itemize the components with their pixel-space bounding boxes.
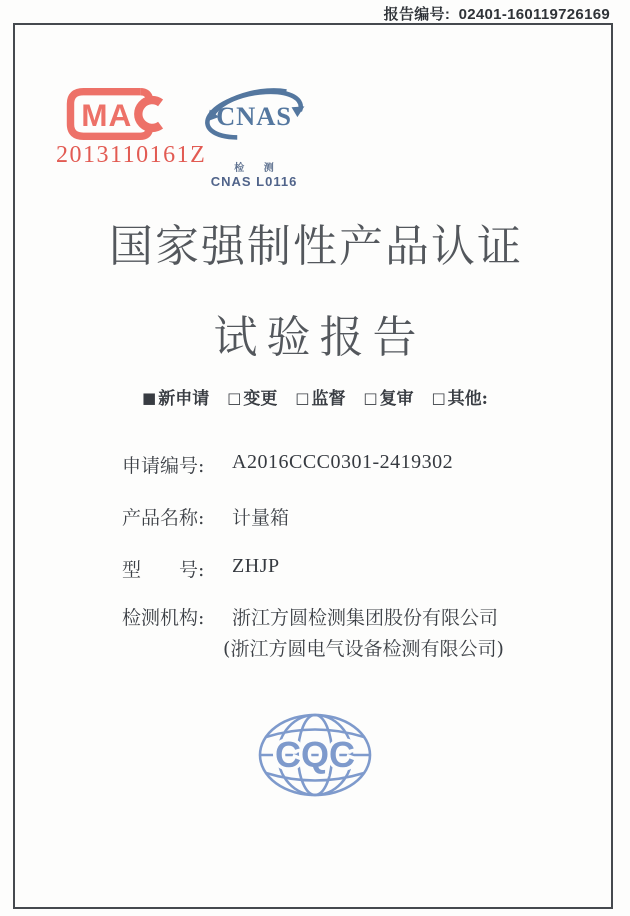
cnas-accreditation-number: CNAS L0116 xyxy=(210,174,298,189)
field-application-number xyxy=(122,451,453,478)
option-label: 监督 xyxy=(311,389,346,409)
svg-text:CQC: CQC xyxy=(275,734,355,775)
cnas-jiance-label: 检 测 xyxy=(234,163,282,174)
checkbox-empty-icon: □ xyxy=(431,389,446,407)
checkbox-empty-icon: □ xyxy=(227,389,242,407)
field-value xyxy=(223,603,504,665)
main-title: 国家强制性产品认证 xyxy=(109,221,523,272)
sub-title: 试验报告 xyxy=(213,312,426,363)
option-label: 新申请 xyxy=(158,389,210,409)
cqc-logo-svg xyxy=(256,709,374,801)
checkbox-empty-icon: □ xyxy=(363,389,378,407)
checkbox-empty-icon: □ xyxy=(295,389,310,407)
option-label: 变更 xyxy=(243,389,278,409)
option-other xyxy=(431,389,487,409)
field-label: 型 号: xyxy=(122,559,205,581)
report-number-label: 报告编号: xyxy=(383,6,451,23)
option-review xyxy=(363,389,413,409)
option-change xyxy=(227,389,277,409)
field-value: A2016CCC0301-2419302 xyxy=(232,451,454,473)
svg-text:CNAS: CNAS xyxy=(216,101,292,132)
application-type-row xyxy=(0,384,630,409)
cma-logo-svg xyxy=(64,86,168,142)
option-new-application xyxy=(142,389,209,409)
cnas-logo-block xyxy=(198,80,310,189)
option-label: 复审 xyxy=(379,389,414,409)
report-number xyxy=(384,3,610,24)
field-label: 产品名称: xyxy=(122,507,205,529)
cqc-logo-icon xyxy=(256,709,374,805)
institution-name-alt: (浙江方圆电气设备检测有限公司) xyxy=(223,638,504,660)
field-label: 检测机构: xyxy=(122,607,205,629)
field-value: ZHJP xyxy=(232,555,280,577)
cnas-logo-icon xyxy=(201,80,307,154)
option-supervision xyxy=(295,389,345,409)
cma-logo-icon xyxy=(64,86,168,146)
field-label: 申请编号: xyxy=(122,455,205,477)
institution-name: 浙江方圆检测集团股份有限公司 xyxy=(232,607,499,629)
svg-text:MA: MA xyxy=(81,97,133,134)
field-model xyxy=(122,555,280,582)
field-testing-institution xyxy=(122,603,504,665)
field-value: 计量箱 xyxy=(232,507,290,529)
field-product-name xyxy=(122,503,289,530)
report-number-value: 02401-160119726169 xyxy=(458,6,610,23)
option-label: 其他: xyxy=(447,389,488,409)
checkbox-filled-icon: ■ xyxy=(142,389,157,407)
cma-cert-number: 2013110161Z xyxy=(56,142,207,168)
